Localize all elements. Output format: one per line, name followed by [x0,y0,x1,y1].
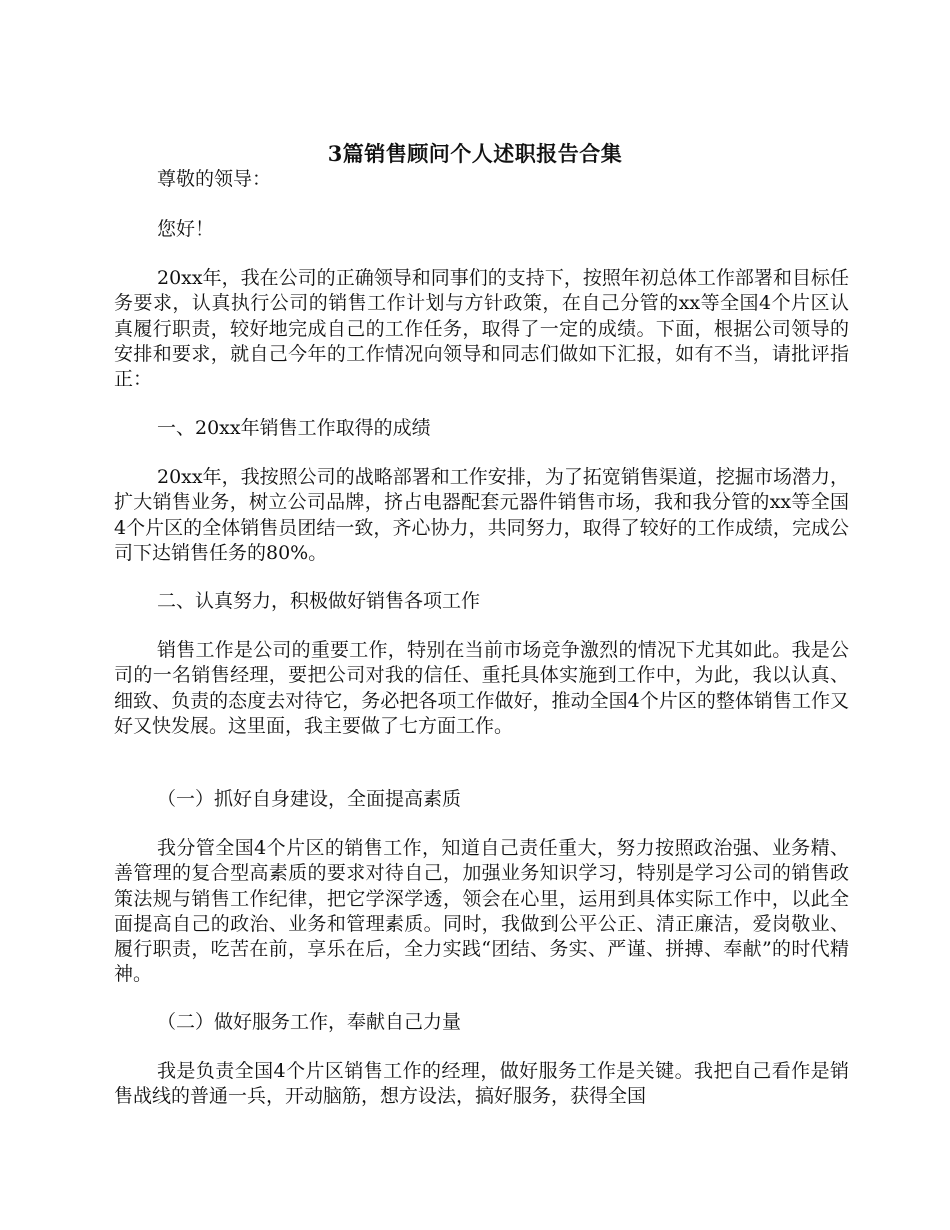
paragraph-service-work: 我是负责全国4个片区销售工作的经理，做好服务工作是关键。我把自己看作是销售战线的普通一兵，开动脑筋，想方设法，搞好服务，获得全国 [114,1060,849,1108]
section-heading-2: 二、认真努力，积极做好销售各项工作 [157,590,481,612]
greeting: 您好！ [157,218,215,240]
document-title: 3篇销售顾问个人述职报告合集 [327,141,623,166]
paragraph-self-building: 我分管全国4个片区的销售工作，知道自己责任重大，努力按照政治强、业务精、善管理的复合型高素质的要求对待自己，加强业务知识学习，特别是学习公司的销售政策法规与销售工作纪律，把它学深学透，领会在心里，运用到具体实际工作中，以此全面提高自己的政治、业务和管理素质。同时，我做到公平公正、清正廉洁，爱岗敬业、履行职责，吃苦在前，享乐在后，全力实践“团结、务实、严谨、拼搏、奉献”的时代精神。 [114,837,849,986]
section-heading-1: 一、20xx年销售工作取得的成绩 [157,417,431,439]
paragraph-sales-work: 销售工作是公司的重要工作，特别在当前市场竞争激烈的情况下尤其如此。我是公司的一名销售经理，要把公司对我的信任、重托具体实施到工作中，为此，我以认真、细致、负责的态度去对待它，务必把各项工作做好，推动全国4个片区的整体销售工作又好又快发展。这里面，我主要做了七方面工作。 [114,639,849,737]
subsection-heading-1: （一）抓好自身建设，全面提高素质 [157,788,462,810]
salutation: 尊敬的领导： [157,168,272,190]
paragraph-intro: 20xx年，我在公司的正确领导和同事们的支持下，按照年初总体工作部署和目标任务要求，认真执行公司的销售工作计划与方针政策，在自己分管的xx等全国4个片区认真履行职责，较好地完成自己的工作任务，取得了一定的成绩。下面，根据公司领导的安排和要求，就自己今年的工作情况向领导和同志们做如下汇报，如有不当，请批评指正： [114,267,849,391]
subsection-heading-2: （二）做好服务工作，奉献自己力量 [157,1011,462,1033]
paragraph-achievements: 20xx年，我按照公司的战略部署和工作安排，为了拓宽销售渠道，挖掘市场潜力，扩大销售业务，树立公司品牌，挤占电器配套元器件销售市场，我和我分管的xx等全国4个片区的全体销售员团结一致，齐心协力，共同努力，取得了较好的工作成绩，完成公司下达销售任务的80%。 [114,466,849,564]
